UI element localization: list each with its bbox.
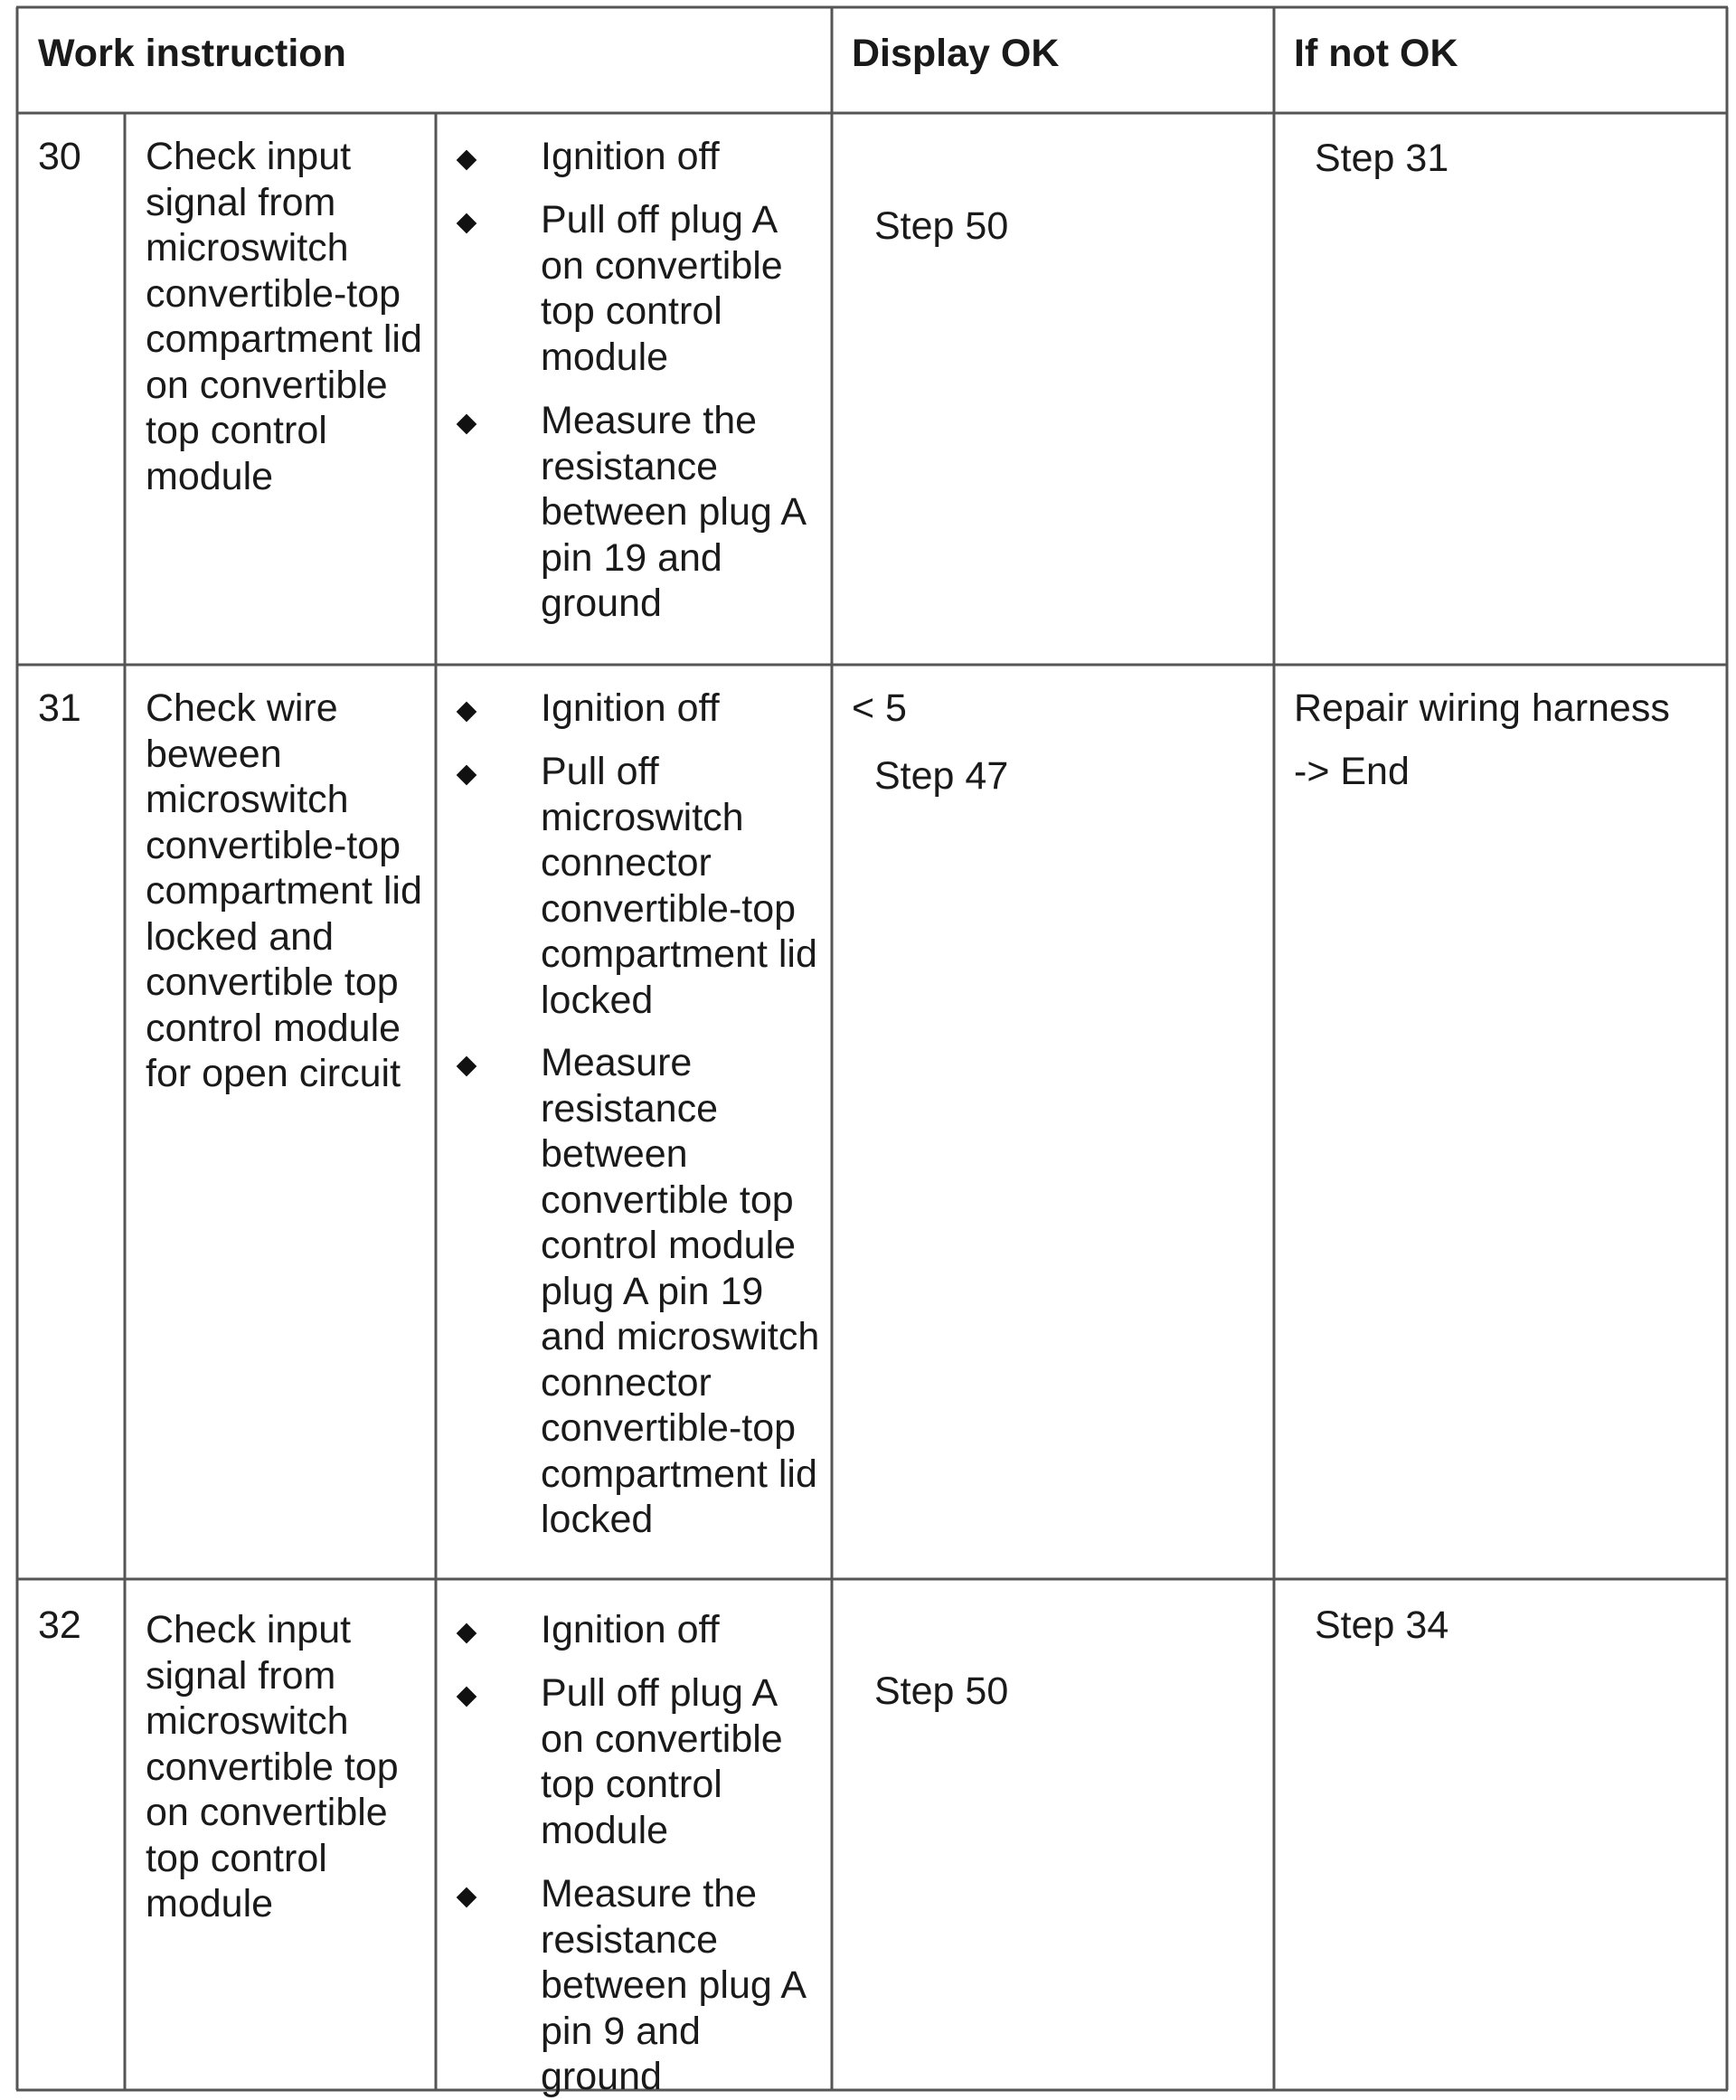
not-ok-line: Step 31 — [1315, 137, 1449, 180]
not-ok-line: Step 34 — [1315, 1603, 1449, 1647]
action-item: Ignition off — [541, 135, 720, 178]
display-ok-step: Step 50 — [874, 1670, 1009, 1713]
check-description: Check input signal from microswitch convertible-top compartment lid on convertible top control module — [146, 135, 422, 498]
step-number: 30 — [38, 135, 81, 178]
display-ok-step: Step 50 — [874, 204, 1009, 248]
check-description: Check wire beween microswitch convertible-top compartment lid locked and convertible top control module for open circuit — [146, 686, 422, 1095]
action-item: Ignition off — [541, 686, 720, 730]
header-display-ok: Display OK — [852, 32, 1060, 75]
header-work-instruction: Work instruction — [38, 32, 346, 75]
display-ok-value: < 5 — [852, 686, 907, 730]
not-ok-line: Repair wiring harness — [1294, 686, 1670, 730]
action-item: Measure the resistance between plug A pin 19 and ground — [541, 399, 805, 625]
step-number: 31 — [38, 686, 81, 730]
action-item: Measure the resistance between plug A pin 9 and ground — [541, 1872, 805, 2098]
step-number: 32 — [38, 1603, 81, 1647]
action-item: Pull off plug A on convertible top control module — [541, 1671, 783, 1852]
action-item: Pull off plug A on convertible top control module — [541, 198, 783, 379]
header-if-not-ok: If not OK — [1294, 32, 1458, 75]
action-item: Pull off microswitch connector convertible-top compartment lid locked — [541, 750, 817, 1022]
action-item: Ignition off — [541, 1608, 720, 1651]
action-item: Measure resistance between convertible top control module plug A pin 19 and microswitch connector convertible-top compartment lid locked — [541, 1041, 820, 1541]
not-ok-line: -> End — [1294, 750, 1410, 793]
check-description: Check input signal from microswitch convertible top on convertible top control module — [146, 1608, 399, 1925]
display-ok-step: Step 47 — [874, 754, 1009, 798]
